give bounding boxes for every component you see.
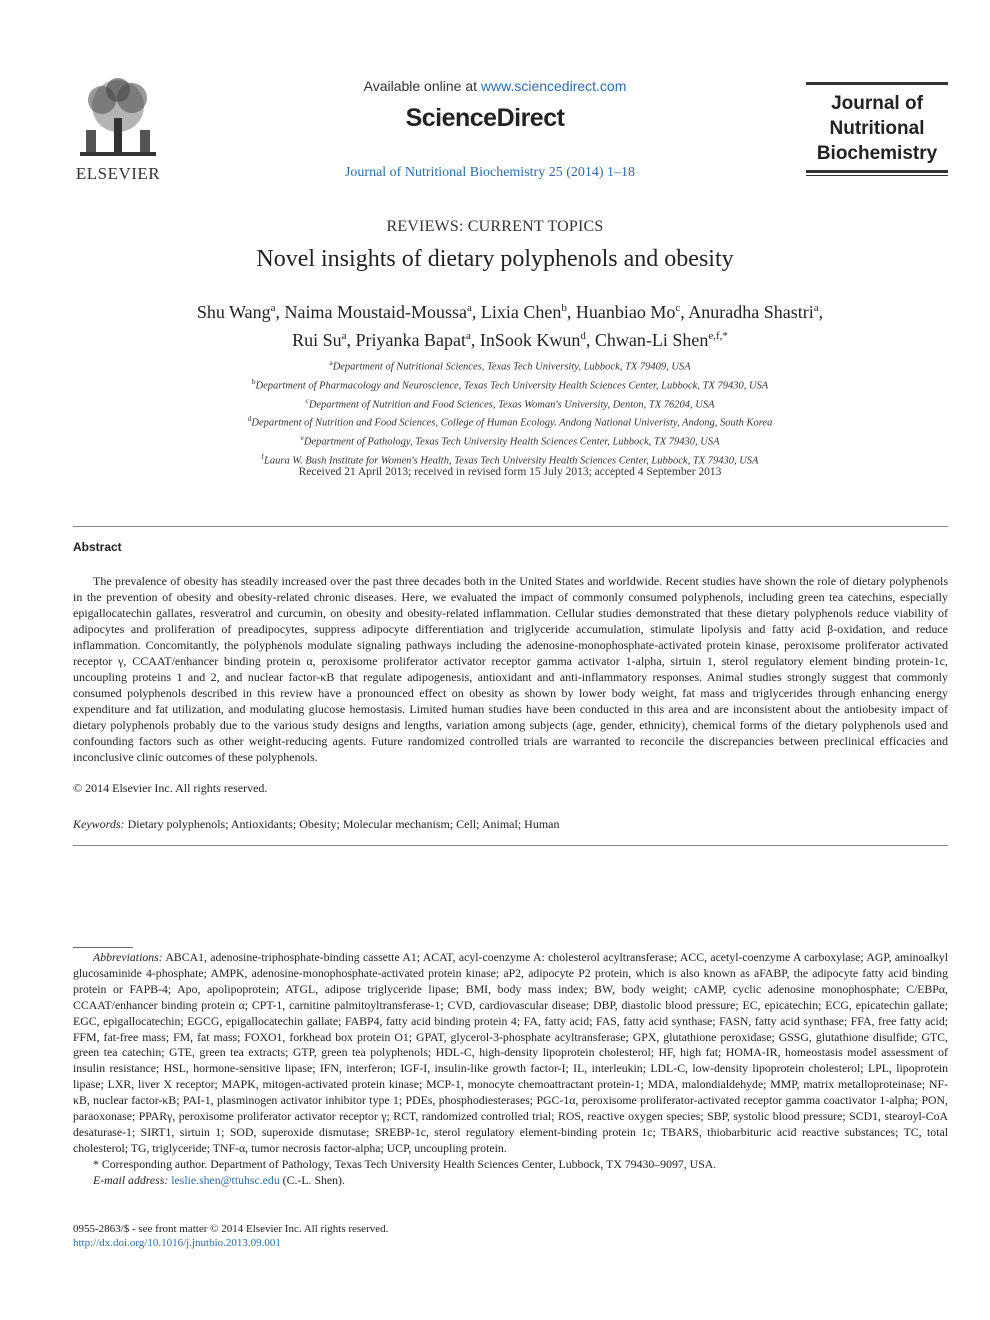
- elsevier-tree-icon: [72, 78, 164, 162]
- article-title: Novel insights of dietary polyphenols and obesity: [256, 246, 734, 272]
- author[interactable]: Lixia Chen$^b$: [480, 302, 567, 322]
- sciencedirect-link[interactable]: www.sciencedirect.com: [480, 78, 627, 94]
- journal-name-box: [806, 82, 948, 176]
- issn-line: 0955-2863/$ - see front matter © 2014 Elsevier Inc. All rights reserved.: [73, 1223, 389, 1235]
- available-prefix: Available online at: [363, 78, 481, 94]
- corresponding-author-footnote: * Corresponding author. Department of Pathology, Texas Tech University Health Sciences Center, Lubbock, TX 79430–9097, USA.: [93, 1156, 717, 1171]
- author[interactable]: Anuradha Shastri$^a$: [688, 302, 819, 322]
- keywords-line: [73, 817, 560, 832]
- email-footnote: E-mail address: leslie.shen@ttuhsc.edu (C.-L. Shen).: [93, 1172, 345, 1187]
- author[interactable]: Huanbiao Mo$^c$: [575, 302, 681, 322]
- received-dates: Received 21 April 2013; received in revised form 15 July 2013; accepted 4 September 2013: [298, 466, 722, 478]
- footnotes: [73, 950, 948, 1189]
- affiliation: $^e$Department of Pathology, Texas Tech University Health Sciences Center, Lubbock, TX 79430, USA: [300, 433, 720, 448]
- keywords-values: Dietary polyphenols; Antioxidants; Obesity; Molecular mechanism; Cell; Animal; Human: [127, 817, 560, 831]
- journal-box-line: Biochemistry: [816, 143, 938, 164]
- author[interactable]: InSook Kwun$^d$: [479, 330, 586, 350]
- section-label: REVIEWS: CURRENT TOPICS: [386, 218, 604, 235]
- elsevier-logo: [72, 78, 164, 184]
- journal-box-bottom-rule: [806, 170, 948, 173]
- journal-citation[interactable]: Journal of Nutritional Biochemistry 25 (2014) 1–18: [344, 165, 636, 180]
- keywords-label: Keywords:: [73, 817, 125, 831]
- email-link[interactable]: leslie.shen@ttuhsc.edu: [171, 1172, 280, 1187]
- author[interactable]: Shu Wang$^a$: [196, 302, 276, 322]
- divider: [73, 845, 948, 846]
- journal-box-bottom-thin-rule: [806, 175, 948, 176]
- affiliation: $^c$Department of Nutrition and Food Sciences, Texas Woman's University, Denton, TX 76204, USA: [305, 395, 715, 411]
- author-list: Shu Wang$^a$, Naima Moustaid-Moussa$^a$, Lixia Chen$^b$, Huanbiao Mo$^c$, Anuradha Shastri$^a$, Rui Su$^a$, Priyanka Bapat$^a$, InSook Kwun$^d$, Chwan-Li Shen$^{e,f,*}$: [196, 302, 824, 350]
- affiliation: $^d$Department of Nutrition and Food Sciences, College of Human Ecology. Andong National Univeristy, Andong, South Korea: [247, 414, 773, 429]
- abstract-body: The prevalence of obesity has steadily increased over the past three decades both in the United States and worldwide. Recent studies have shown the role of dietary polyphenols in the prevention of obesity and obesity-related chronic diseases. Here, we evaluated the impact of commonly consumed polyphenols, including green tea catechins, especially epigallocatechin gallates, resveratrol and curcumin, on obesity and obesity-related inflammation. Cellular studies demonstrated that these dietary polyphenols reduce viability of adipocytes and proliferation of preadipocytes, suppress adipocyte differentiation and triglyceride accumulation, stimulate lipolysis and fatty acid β-oxidation, and reduce inflammation. Concomitantly, the polyphenols modulate signaling pathways including the adenosine-monophosphate-activated protein kinase, peroxisome proliferator activated receptor γ, CCAAT/enhancer binding protein α, peroxisome proliferator activator receptor gamma activator 1-alpha, sirtuin 1, sterol regulatory element binding protein-1c, uncoupling proteins 1 and 2, and nuclear factor-κB that regulate adipogenesis, antioxidant and anti-inflammatory responses. Animal studies strongly suggest that commonly consumed polyphenols described in this review have a pronounced effect on obesity as shown by lower body weight, fat mass and triglycerides through enhancing energy expenditure and fat utilization, and modulating glucose hemostasis. Limited human studies have been conducted in this area and are inconsistent about the antiobesity impact of dietary polyphenols probably due to the various study designs and lengths, variation among subjects (age, gender, ethnicity), chemical forms of the dietary polyphenols used and confounding factors such as other weight-reducing agents. Future randomized controlled trials are warranted to reconcile the discrepancies between preclinical efficacies and inconclusive clinic outcomes of these polyphenols.: [73, 574, 948, 764]
- email-label: E-mail address:: [93, 1172, 169, 1187]
- available-online-line: [270, 78, 720, 94]
- journal-box-line: Journal of: [831, 93, 923, 114]
- divider: [73, 526, 948, 527]
- journal-box-name: [806, 85, 948, 170]
- elsevier-wordmark: ELSEVIER: [75, 164, 161, 183]
- abbreviations-text: ABCA1, adenosine-triphosphate-binding cassette A1; ACAT, acyl-coenzyme A: cholesterol acyltransferase; ACC, acetyl-coenzyme A carboxylase; AGP, aminoalkyl glucosaminide 4-phosphate; AMPK, adenosine-monophosphate-activated protein kinase; aP2, adipocyte P2 protein, which is also known as aFABP, the adipocyte fatty acid binding protein or FAPB-4; Apo, apolipoprotein; ATGL, adipose triglyceride lipase; BMI, body mass index; BW, body weight; cAMP, cyclic adenosine monophosphate; C/EBPα, CCAAT/enhancer binding protein α; CPT-1, carnitine palmitoyltransferase-1; CVD, cardiovascular disease; DBP, diastolic blood pressure; EC, epicatechin; ECG, epicatechin gallate; EGC, epigallocatechin; EGCG, epigallocatechin gallate; FABP4, fatty acid binding protein 4; FA, fatty acid; FAS, fatty acid synthase; FASN, fatty acid synthase; FFA, free fatty acid; FFM, fat-free mass; FM, fat mass; FOXO1, forkhead box protein O1; GPAT, glycerol-3-phosphate acyltransferase; GPX, glutathione peroxidase; GSSG, glutathione disulfide; GTC, green tea catechin; GTE, green tea extracts; GTP, green tea polyphenols; HDL-C, high-density lipoprotein cholesterol; HF, high fat; HOMA-IR, homeostasis model assessment of insulin resistance; HSL, hormone-sensitive lipase; IFN, interferon; IGF-I, insulin-like growth factor-I; IL, interleukin; LDL-C, low-density lipoprotein cholesterol; LPL, lipoprotein lipase; LXR, liver X receptor; MAPK, mitogen-activated protein kinase; MCP-1, monocyte chemoattractant protein-1; MDA, malondialdehyde; MMP, matrix metalloproteinase; NF-κB, nuclear factor-κB; PAI-1, plasminogen activator inhibitor type 1; PDEs, phosphodiesterases; PGC-1α, peroxisome proliferator-activated receptor gamma coactivator 1-alpha; PON, paraoxonase; PPARγ, peroxisome proliferator activator receptor γ; RCT, randomized controlled trial; ROS, reactive oxygen species; SBP, systolic blood pressure; SCD1, stearoyl-CoA desaturase-1; SIRT1, sirtuin 1; SOD, superoxide dismutase; SREBP-1c, sterol regulatory element-binding protein 1c; TBARS, thiobarbituric acid reactive substances; TC, total cholesterol; TG, triglyceride; TNF-α, tumor necrosis factor-alpha; UCP, uncoupling protein.: [73, 950, 948, 1155]
- abbreviations-footnote: [73, 950, 948, 1157]
- doi-link[interactable]: http://dx.doi.org/10.1016/j.jnutbio.2013.09.001: [73, 1237, 281, 1249]
- affiliation: $^b$Department of Pharmacology and Neuroscience, Texas Tech University Health Sciences Center, Lubbock, TX 79430, USA: [251, 376, 769, 392]
- footnote-rule: [73, 947, 133, 948]
- sciencedirect-brand: ScienceDirect: [405, 104, 565, 132]
- author[interactable]: Priyanka Bapat$^a$: [355, 330, 471, 350]
- affiliation: $^f$Laura W. Bush Institute for Women's Health, Texas Tech University Health Sciences Center, Lubbock, TX 79430, USA: [261, 451, 759, 467]
- author[interactable]: Naima Moustaid-Moussa$^a$: [284, 302, 472, 322]
- author[interactable]: Rui Su$^a$: [292, 330, 347, 350]
- affiliation-list: [100, 356, 920, 469]
- affiliation: $^a$Department of Nutritional Sciences, Texas Tech University, Lubbock, TX 79409, USA: [329, 358, 691, 373]
- abstract-heading: Abstract: [73, 540, 122, 554]
- abbreviations-label: Abbreviations:: [93, 950, 163, 964]
- journal-box-line: Nutritional: [829, 118, 925, 139]
- author[interactable]: Chwan-Li Shen$^{e,f,*}$: [594, 330, 728, 350]
- copyright-notice: © 2014 Elsevier Inc. All rights reserved.: [73, 781, 268, 795]
